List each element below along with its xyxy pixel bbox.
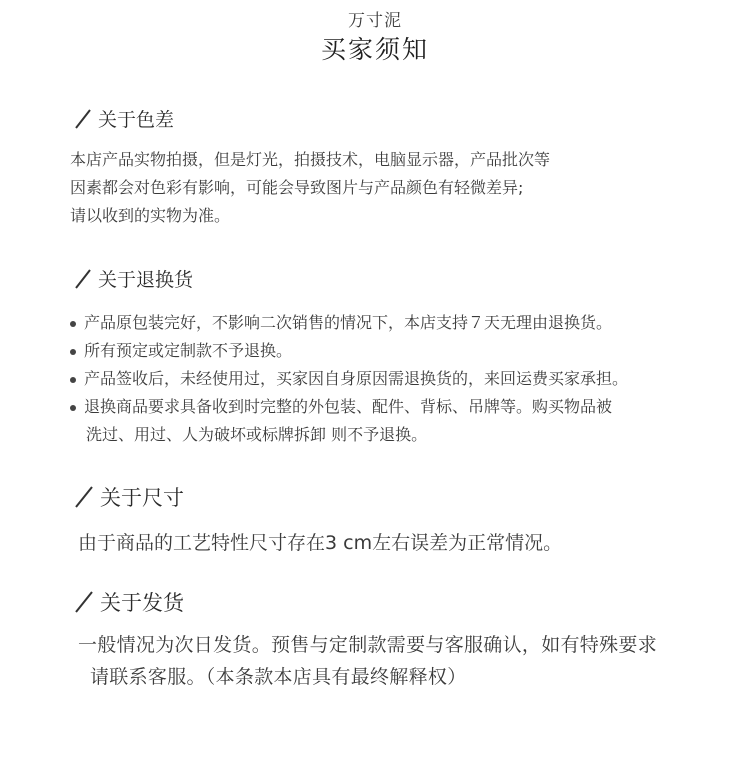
section-heading-color-difference xyxy=(74,105,174,132)
bullet-icon xyxy=(70,321,76,327)
returns-list xyxy=(70,309,628,449)
page-title: 买家须知 xyxy=(320,35,429,64)
text-line: 本店产品实物拍摄，但是灯光，拍摄技术，电脑显示器，产品批次等 xyxy=(70,150,551,169)
text-line: 由于商品的工艺特性尺寸存在3 cm左右误差为正常情况。 xyxy=(78,532,563,554)
brand-name: 万寸泥 xyxy=(348,11,402,31)
section-heading-label: 关于色差 xyxy=(98,109,175,131)
text-line: 产品原包装完好，不影响二次销售的情况下，本店支持７天无理由退换货。 xyxy=(84,313,613,332)
text-line: 因素都会对色彩有影响，可能会导致图片与产品颜色有轻微差异; xyxy=(70,178,524,197)
list-item xyxy=(70,393,628,449)
list-item xyxy=(70,365,628,393)
size-text xyxy=(78,528,562,558)
bullet-icon xyxy=(70,349,76,355)
text-line: 洗过、用过、人为破坏或标牌拆卸 则不予退换。 xyxy=(86,425,428,444)
text-line: 产品签收后，未经使用过，买家因自身原因需退换货的，来回运费买家承担。 xyxy=(84,369,629,388)
section-heading-label: 关于发货 xyxy=(100,591,184,615)
section-heading-returns xyxy=(74,265,193,292)
slash-icon xyxy=(74,485,94,509)
list-item xyxy=(70,309,628,337)
list-item xyxy=(70,337,628,365)
bullet-icon xyxy=(70,405,76,411)
slash-icon xyxy=(74,108,92,130)
section-heading-shipping xyxy=(74,587,184,617)
slash-icon xyxy=(74,590,94,614)
section-heading-label: 关于退换货 xyxy=(98,269,194,291)
text-line: 退换商品要求具备收到时完整的外包装、配件、背标、吊牌等。购买物品被 xyxy=(84,397,613,416)
section-heading-size xyxy=(74,482,184,512)
bullet-icon xyxy=(70,377,76,383)
text-line: 请联系客服。（本条款本店具有最终解释权） xyxy=(90,666,467,688)
text-line: 所有预定或定制款不予退换。 xyxy=(84,341,293,360)
section-heading-label: 关于尺寸 xyxy=(100,486,184,510)
text-line: 一般情况为次日发货。预售与定制款需要与客服确认，如有特殊要求 xyxy=(78,634,658,656)
shipping-text xyxy=(78,629,657,693)
text-line: 请以收到的实物为准。 xyxy=(70,206,231,225)
slash-icon xyxy=(74,268,92,290)
color-difference-text xyxy=(70,146,550,230)
